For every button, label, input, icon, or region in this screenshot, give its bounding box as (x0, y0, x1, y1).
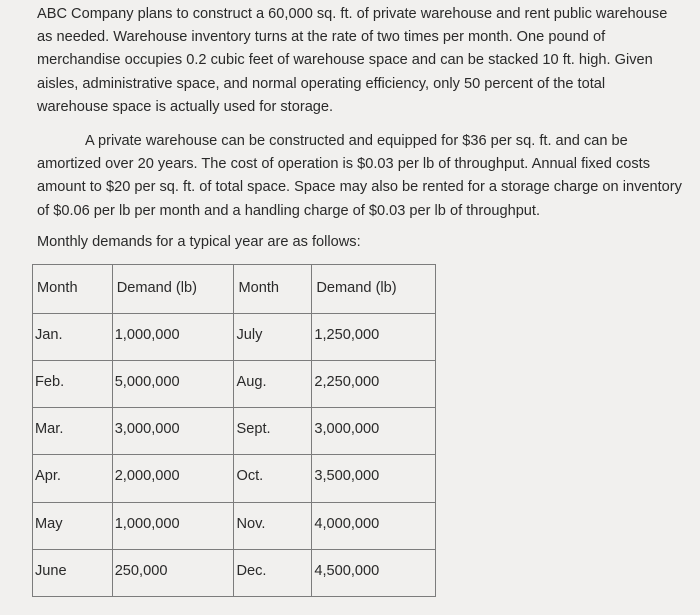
demand-cell: 5,000,000 (112, 361, 234, 408)
month-cell: Mar. (33, 408, 113, 455)
header-demand-2: Demand (lb) (312, 265, 436, 314)
text-line: aisles, administrative space, and normal operating efficiency, only 50 percent of the total (37, 75, 606, 92)
month-cell: Sept. (234, 408, 312, 455)
problem-paragraph-1 (37, 3, 697, 119)
demand-cell: 3,500,000 (312, 455, 436, 502)
demand-cell: 3,000,000 (312, 408, 436, 455)
month-cell: July (234, 314, 312, 361)
demand-cell: 3,000,000 (112, 408, 234, 455)
demand-cell: 4,500,000 (312, 549, 436, 596)
demand-cell: 1,000,000 (112, 502, 234, 549)
demand-cell: 250,000 (112, 549, 234, 596)
month-cell: Jan. (33, 314, 113, 361)
table-row (33, 361, 436, 408)
month-cell: June (33, 549, 113, 596)
month-cell: Nov. (234, 502, 312, 549)
text-line: ABC Company plans to construct a 60,000 sq. ft. of private warehouse and rent public warehouse (37, 6, 668, 22)
table-row (33, 502, 436, 549)
month-cell: May (33, 502, 113, 549)
demand-cell: 2,000,000 (112, 455, 234, 502)
header-demand-1: Demand (lb) (112, 265, 234, 314)
month-cell: Feb. (33, 361, 113, 408)
month-cell: Oct. (234, 455, 312, 502)
table-row (33, 455, 436, 502)
table-row (33, 314, 436, 361)
text-line: amount to $20 per sq. ft. of total space. Space may also be rented for a storage charge on inventory (37, 179, 682, 196)
demand-cell: 2,250,000 (312, 361, 436, 408)
table-header-row (33, 265, 436, 314)
demand-cell: 1,000,000 (112, 314, 234, 361)
header-month-2: Month (234, 265, 312, 314)
table-row (33, 549, 436, 596)
demand-cell: 4,000,000 (312, 502, 436, 549)
text-line: merchandise occupies 0.2 cubic feet of warehouse space and can be stacked 10 ft. high. Given (37, 52, 653, 69)
text-line: warehouse space is actually used for storage. (37, 98, 334, 115)
demand-cell: 1,250,000 (312, 314, 436, 361)
month-cell: Apr. (33, 455, 113, 502)
table-row (33, 408, 436, 455)
text-line: amortized over 20 years. The cost of operation is $0.03 per lb of throughput. Annual fixed costs (37, 156, 651, 173)
text-line: A private warehouse can be constructed and equipped for $36 per sq. ft. and can be (85, 133, 628, 149)
text-line: as needed. Warehouse inventory turns at the rate of two times per month. One pound of (37, 29, 606, 46)
monthly-demand-table (32, 264, 436, 597)
header-month-1: Month (33, 265, 113, 314)
problem-paragraph-2 (37, 130, 697, 223)
table-intro: Monthly demands for a typical year are as follows: (37, 234, 361, 250)
month-cell: Aug. (234, 361, 312, 408)
month-cell: Dec. (234, 549, 312, 596)
text-line: of $0.06 per lb per month and a handling charge of $0.03 per lb of throughput. (37, 202, 541, 219)
